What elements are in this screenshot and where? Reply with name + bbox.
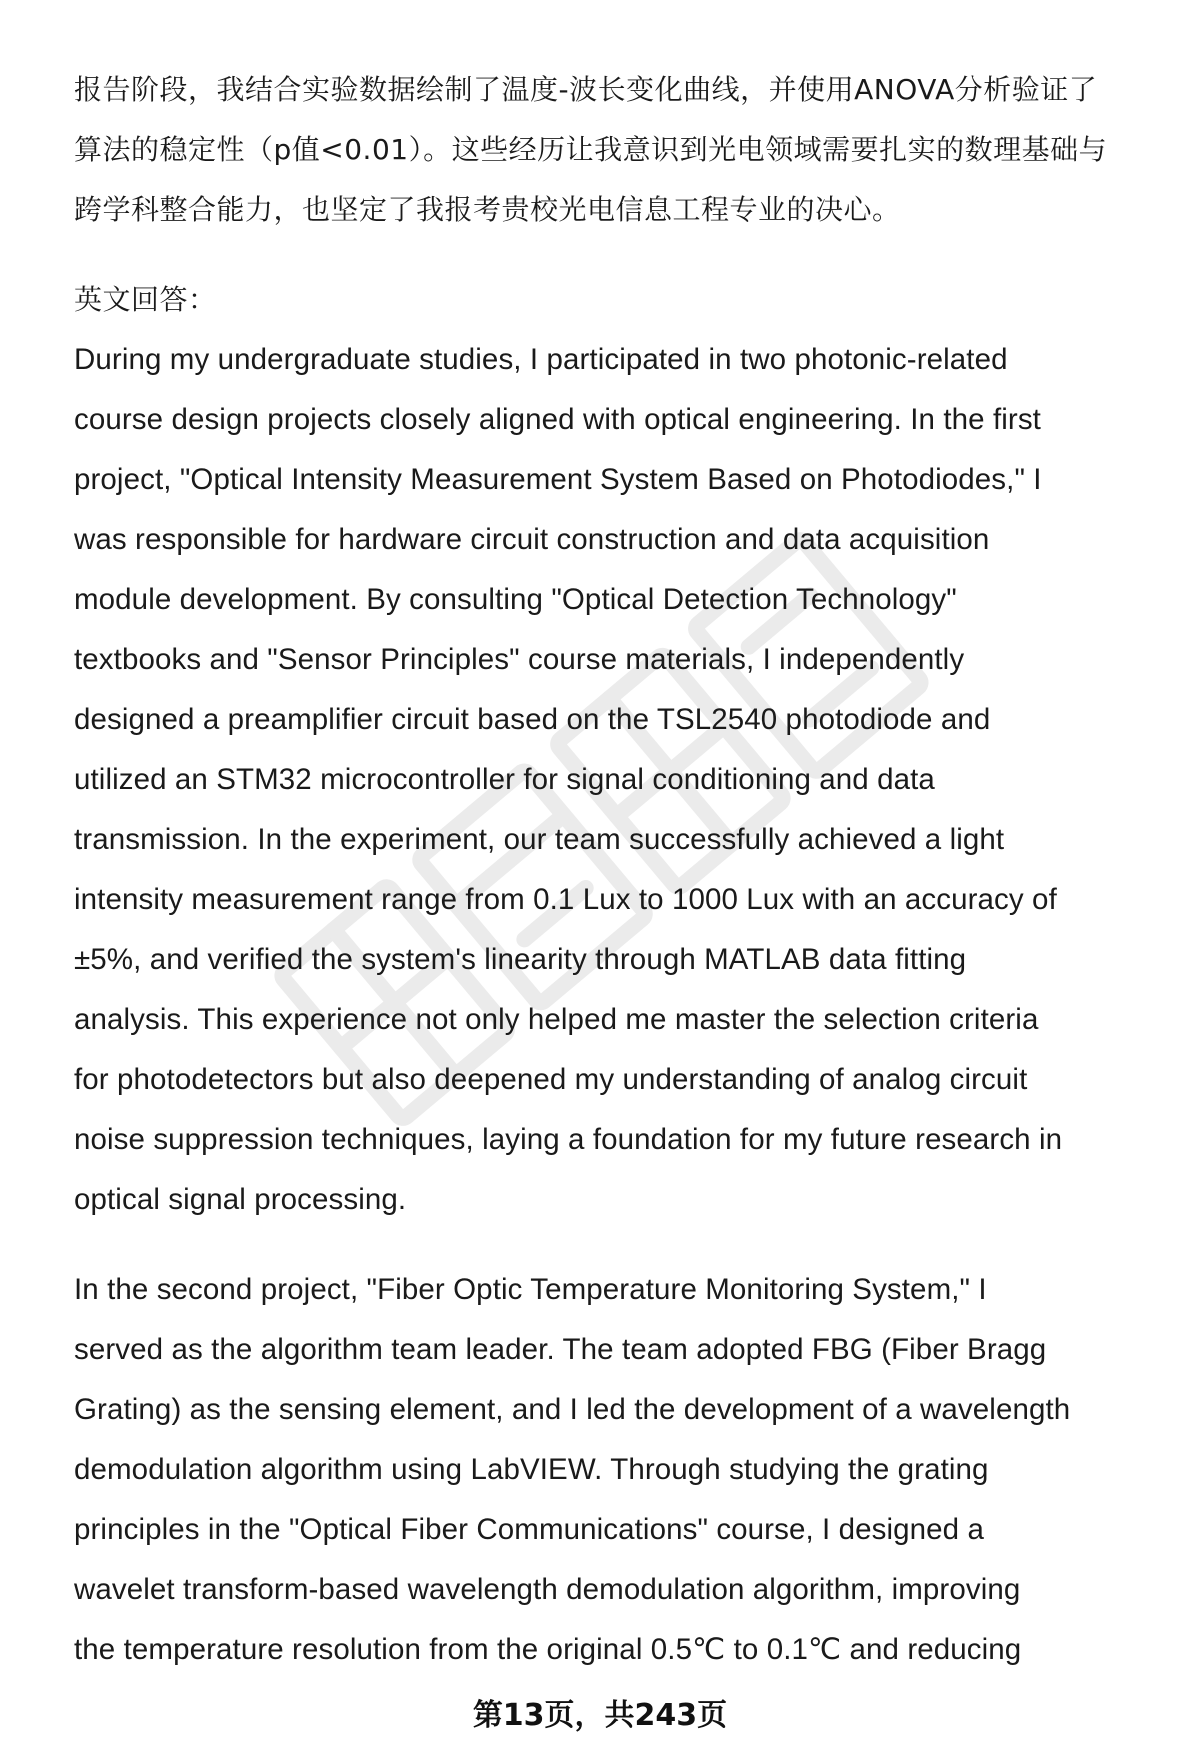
text-line: textbooks and "Sensor Principles" course materials, I independently — [74, 643, 965, 676]
document-body — [74, 60, 1160, 1680]
text-line: transmission. In the experiment, our team successfully achieved a light — [74, 823, 1005, 856]
text-line: course design projects closely aligned with optical engineering. In the first — [74, 403, 1041, 436]
text-line: wavelet transform-based wavelength demodulation algorithm, improving — [74, 1573, 1021, 1606]
paragraph-gap — [74, 240, 1160, 270]
english-answer-heading: 英文回答： — [74, 283, 217, 316]
text-line: During my undergraduate studies, I participated in two photonic-related — [74, 343, 1008, 376]
text-line: In the second project, "Fiber Optic Temperature Monitoring System," I — [74, 1273, 987, 1306]
text-line: demodulation algorithm using LabVIEW. Through studying the grating — [74, 1453, 989, 1486]
text-line: ±5%, and verified the system's linearity through MATLAB data fitting — [74, 943, 967, 976]
text-line: for photodetectors but also deepened my understanding of analog circuit — [74, 1063, 1028, 1096]
text-line: 跨学科整合能力，也坚定了我报考贵校光电信息工程专业的决心。 — [74, 193, 901, 226]
text-line: 算法的稳定性（p值<0.01）。这些经历让我意识到光电领域需要扎实的数理基础与 — [74, 133, 1108, 166]
paragraph-gap — [74, 1230, 1160, 1260]
text-line: Grating) as the sensing element, and I led the development of a wavelength — [74, 1393, 1071, 1426]
text-line: principles in the "Optical Fiber Communications" course, I designed a — [74, 1513, 984, 1546]
text-line: analysis. This experience not only helped me master the selection criteria — [74, 1003, 1039, 1036]
text-line: project, "Optical Intensity Measurement System Based on Photodiodes," I — [74, 463, 1042, 496]
chinese-continued-paragraph — [74, 60, 1160, 240]
text-line: utilized an STM32 microcontroller for signal conditioning and data — [74, 763, 935, 796]
text-line: optical signal processing. — [74, 1183, 407, 1216]
text-line: noise suppression techniques, laying a foundation for my future research in — [74, 1123, 1063, 1156]
page-indicator: 第13页，共243页 — [472, 1698, 728, 1733]
text-line: served as the algorithm team leader. The team adopted FBG (Fiber Bragg — [74, 1333, 1047, 1366]
text-line: 报告阶段，我结合实验数据绘制了温度-波长变化曲线，并使用ANOVA分析验证了 — [74, 73, 1098, 106]
text-line: designed a preamplifier circuit based on the TSL2540 photodiode and — [74, 703, 991, 736]
text-line: was responsible for hardware circuit construction and data acquisition — [74, 523, 990, 556]
english-paragraph-1 — [74, 330, 1160, 1230]
text-line: intensity measurement range from 0.1 Lux to 1000 Lux with an accuracy of — [74, 883, 1057, 916]
text-line: module development. By consulting "Optical Detection Technology" — [74, 583, 957, 616]
english-paragraph-2 — [74, 1260, 1160, 1680]
text-line: the temperature resolution from the original 0.5℃ to 0.1℃ and reducing — [74, 1633, 1022, 1666]
